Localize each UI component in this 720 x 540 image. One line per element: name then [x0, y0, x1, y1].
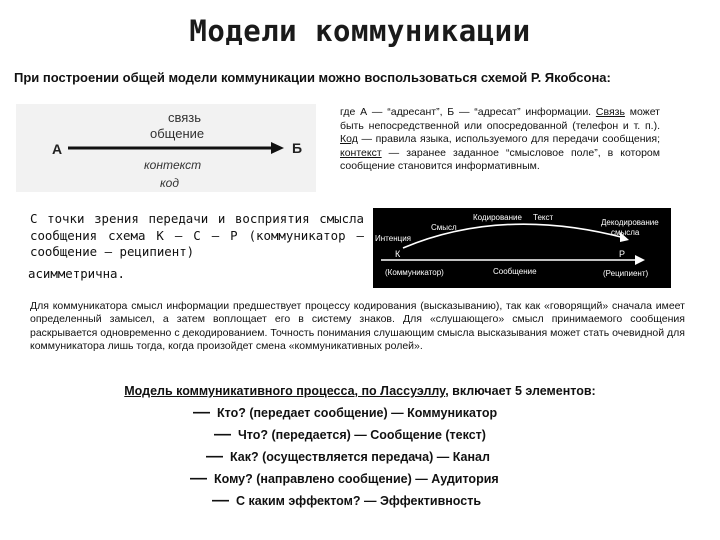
kcr-recipient: (Реципиент) [603, 269, 649, 278]
diagram-label-a: А [52, 141, 63, 157]
lasswell-item-who [193, 402, 497, 422]
diagram-label-obshchenie: общение [150, 126, 205, 141]
lasswell-dash: — [206, 446, 223, 465]
kcr-k: К [395, 249, 401, 259]
lasswell-item-text: С каким эффектом? — Эффективность [236, 494, 482, 508]
diagram-label-b: Б [292, 140, 303, 156]
kcr-kommunikator: (Коммуникатор) [385, 268, 444, 277]
intro-text: При построении общей модели коммуникации можно воспользоваться схемой Р. Якобсона: [14, 70, 611, 85]
lasswell-heading-rest: , включает 5 элементов: [445, 384, 596, 398]
kcr-soobshchenie: Сообщение [493, 267, 537, 276]
lasswell-item-how [206, 446, 490, 466]
asymmetry-main: С точки зрения передачи и восприятия смысла сообщения схема К — С — Р (коммуникатор — сообщение — реципиент) [30, 211, 364, 259]
diagram-label-kontekst: контекст [144, 158, 202, 172]
kcr-r: Р [619, 249, 626, 259]
lasswell-item-text: Как? (осуществляется передача) — Канал [230, 450, 490, 464]
diagram-label-svyaz: связь [168, 110, 202, 125]
lasswell-item-whom [190, 468, 499, 488]
lasswell-item-text: Что? (передается) — Сообщение (текст) [238, 428, 486, 442]
term-kontekst: контекст [340, 146, 382, 159]
communicator-paragraph: Для коммуникатора смысл информации предшествует процессу кодирования (высказыванию), так как «говорящий» сначала имеет определенный замысел, а затем воплощает его в систему знаков. Для «слушающего» смысл принимаемого сообщения раскрывается одновременно с декодированием. Точность понимания слушающим смысла высказывания может стать очевидной для коммуникатора лишь тогда, когда произойдет смена «коммуникативных ролей». [30, 300, 685, 353]
lasswell-item-effect [212, 490, 481, 510]
lasswell-heading [0, 384, 720, 398]
lasswell-item-text: Кому? (направлено сообщение) — Аудитория [214, 472, 499, 486]
explanation-part2: может быть непосредственной или опосредованной (телефон и т. п.). [340, 106, 660, 132]
jakobson-explanation [340, 106, 660, 174]
lasswell-dash: — [212, 490, 229, 509]
lasswell-item-text: Кто? (передает сообщение) — Коммуникатор [217, 406, 498, 420]
term-kod: Код [340, 133, 358, 146]
lasswell-dash: — [193, 402, 210, 421]
kcr-kodirovanie: Кодирование [473, 213, 522, 222]
asymmetry-last: асимметрична. [28, 265, 125, 281]
kcr-tekst: Текст [533, 213, 554, 222]
explanation-part3: — правила языка, используемого для передачи сообщения; [357, 133, 660, 146]
kcr-diagram [373, 208, 671, 288]
kcr-dekodirovanie-1: Декодирование [601, 218, 659, 227]
lasswell-heading-underlined: Модель коммуникативного процесса, по Лассуэллу [124, 384, 446, 398]
asymmetry-text [30, 211, 364, 282]
lasswell-dash: — [190, 468, 207, 487]
term-svyaz: Связь [595, 106, 625, 118]
diagram-label-kod: код [160, 176, 179, 190]
kcr-smysl: Смысл [431, 223, 457, 232]
kcr-intention: Интенция [375, 234, 411, 243]
kcr-dekodirovanie-2: смысла [611, 228, 640, 237]
explanation-part4: — заранее заданное “смысловое поле”, в котором сообщение становится информативным. [340, 146, 660, 173]
lasswell-dash: — [214, 424, 231, 443]
explanation-part1: где А — “адресант”, Б — “адресат” информации. [340, 106, 596, 118]
lasswell-item-what [214, 424, 486, 444]
jakobson-diagram [16, 104, 316, 192]
page-title: Модели коммуникации [189, 14, 531, 48]
